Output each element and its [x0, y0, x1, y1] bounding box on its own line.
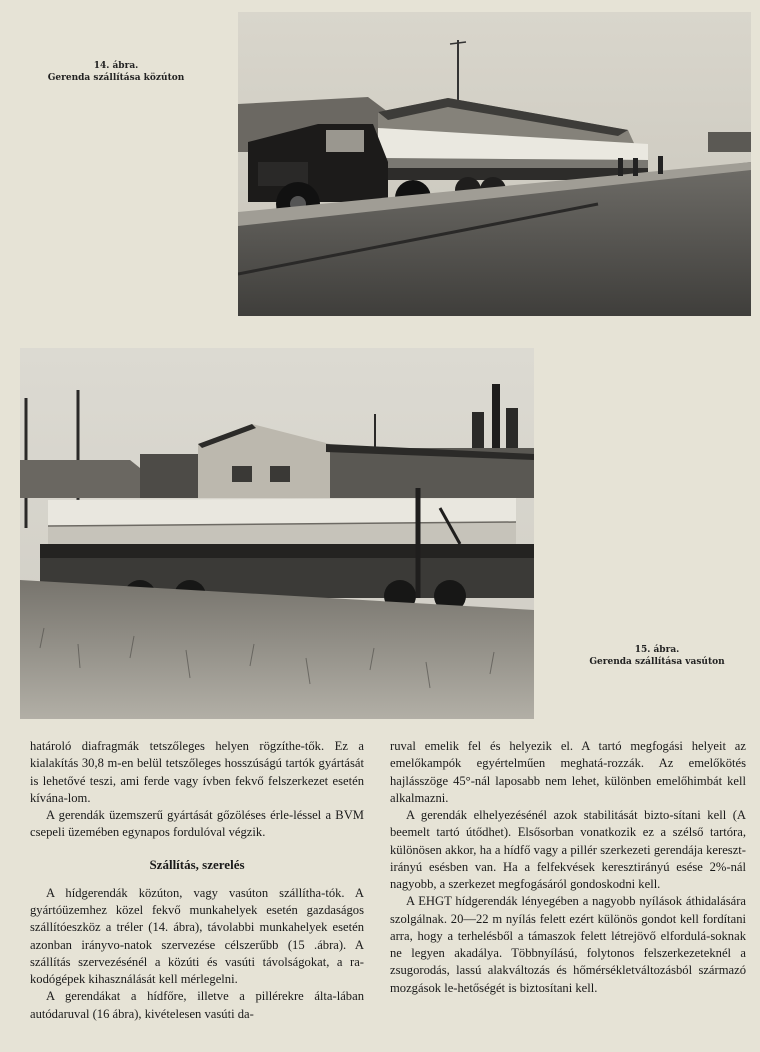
left-text-column [30, 738, 364, 1023]
right-paragraph-1: ruval emelik fel és helyezik el. A tartó megfogási helyeit az emelőkampók egyértelműen meghatá-rozzák. Az emelőkötés hajlásszöge 45°-nál laposabb nem lehet, különben emelőhimbát kell alkalmazni. [390, 739, 746, 805]
figure-14-photo-truck [238, 12, 751, 316]
figure-15-number: 15. ábra. [634, 645, 680, 655]
right-paragraph-2: A gerendák elhelyezésénél azok stabilitását bizto-sítani kell (A beemelt tartó útődhet). Elsősorban vonatkozik ez a szélső tartóra, különösen akkor, ha a hídfő vagy a pillér szerkezeti gerendája kereszt-irányú esésben van. Ha a felfekvések keresztirányú esése 2%-nál nagyobb, a szerkezet megfogásáról gondoskodni kell. [390, 808, 746, 891]
left-paragraph-4: A gerendákat a hídfőre, illetve a pillérekre álta-lában autódaruval (16 ábra), kivételesen vasúti da- [30, 989, 364, 1021]
left-paragraph-2: A gerendák üzemszerű gyártását gőzöléses érle-léssel a BVM csepeli üzemében egynapos fordulóval végzik. [30, 808, 364, 840]
left-paragraph-1: határoló diafragmák tetszőleges helyen rögzíthe-tők. Ez a kialakítás 30,8 m-en belül tetszőleges hosszúságú tartók gyártását is lehetővé teszi, ami ferde vagy ívben fekvő felszerkezet esetén kívána-lom. [30, 739, 364, 805]
figure-15-photo-railway [20, 348, 534, 719]
figure-15-title: Gerenda szállítása vasúton [589, 657, 725, 667]
figure-14-caption [30, 60, 202, 84]
figure-14-number: 14. ábra. [93, 61, 139, 71]
figure-15-caption [572, 644, 742, 668]
figure-14-title: Gerenda szállítása közúton [47, 73, 185, 83]
right-paragraph-3: A EHGT hídgerendák lényegében a nagyobb nyílások áthidalására szolgálnak. 20—22 m nyílás felett ezért különös gondot kell fordítani arra, hogy a terhelésből a támaszok felett létrejövő elfordulá-soknak ne legyen akadálya. Többnyílású, folytonos felszerkezeteknél a zsugorodás, lassú alakváltozás és hőmérsékletváltozásból származó mozgások le-hetőségét is biztosítani kell. [390, 894, 746, 995]
left-paragraph-3: A hídgerendák közúton, vagy vasúton szállítha-tók. A gyártóüzemhez közel fekvő munkahelyek esetén gazdaságos szállítóeszköz a tréler (14. ábra), távolabbi munkahelyek esetén azonban irányvo-natok szervezése célszerűbb (15 .ábra). A szállítás szervezésénél a közúti és vasúti távolságokat, a ra-kodógépek kihasználását kell mérlegelni. [30, 885, 364, 986]
right-text-column [390, 738, 746, 997]
section-heading: Szállítás, szerelés [149, 856, 245, 872]
